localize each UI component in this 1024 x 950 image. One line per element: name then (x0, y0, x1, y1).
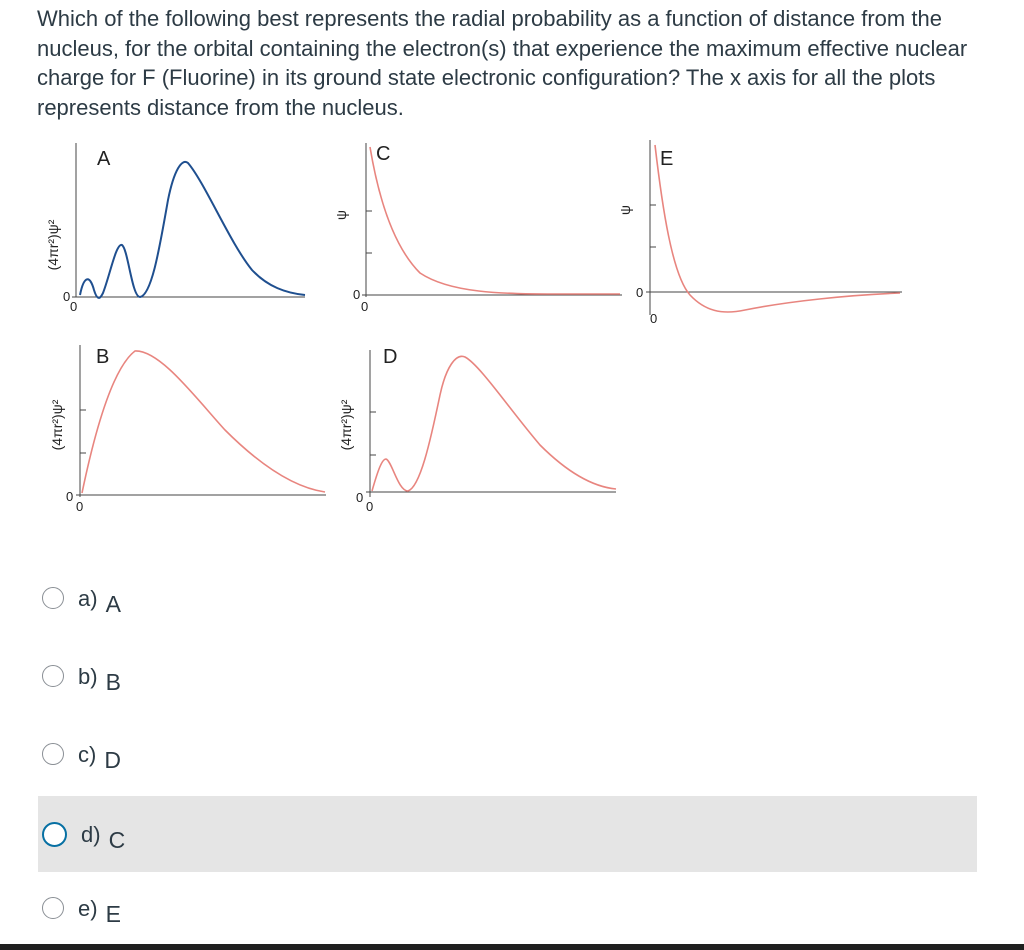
plot-b-curve (82, 351, 325, 493)
radio-button[interactable] (42, 822, 67, 847)
plot-b (49, 345, 326, 514)
plot-d-curve (372, 356, 616, 491)
answer-label: e) E (78, 895, 121, 927)
plot-a-origin-x: 0 (70, 299, 78, 314)
radio-button[interactable] (42, 587, 64, 609)
plot-e-origin-x: 0 (650, 311, 658, 326)
plot-a-ylabel: (4πr²)ψ² (45, 219, 61, 271)
answer-label: d) C (81, 821, 126, 853)
plot-d-ylabel: (4πr²)ψ² (338, 399, 354, 451)
plot-d (338, 346, 616, 514)
plot-e-letter: E (660, 148, 674, 170)
answer-label: a) A (78, 585, 121, 617)
plot-e (617, 140, 902, 326)
plot-c-letter: C (376, 143, 391, 165)
plot-a (45, 143, 305, 314)
plot-d-origin-y: 0 (356, 490, 364, 505)
plot-a-origin-y: 0 (63, 289, 71, 304)
radio-button[interactable] (42, 665, 64, 687)
plot-e-curve (655, 145, 900, 312)
plot-c-ylabel: ψ (333, 210, 349, 220)
orbital-plots-svg (0, 125, 1024, 530)
orbital-plots-figure (0, 125, 1024, 530)
radio-button[interactable] (42, 897, 64, 919)
plot-b-origin-y: 0 (66, 489, 74, 504)
plot-c (333, 143, 622, 314)
plot-e-origin-y: 0 (636, 285, 644, 300)
plot-c-origin-x: 0 (361, 299, 369, 314)
plot-a-curve (80, 162, 305, 298)
answer-label: c) D (78, 741, 121, 773)
answer-label: b) B (78, 663, 121, 695)
plot-b-letter: B (96, 346, 110, 368)
bottom-divider (0, 944, 1024, 950)
answer-option-c[interactable] (38, 716, 977, 792)
plot-c-curve (370, 147, 620, 294)
plot-c-origin-y: 0 (353, 287, 361, 302)
answer-option-e[interactable] (38, 870, 977, 946)
plot-e-ylabel: ψ (617, 205, 633, 215)
answer-option-b[interactable] (38, 638, 977, 714)
plot-d-letter: D (383, 346, 398, 368)
question-text: Which of the following best represents the radial probability as a function of distance from the nucleus, for the orbital containing the electron(s) that experience the maximum effective nuclear charge for F (Fluorine) in its ground state electronic configuration? The x axis for all the plots represents distance from the nucleus. (37, 6, 968, 120)
plot-d-origin-x: 0 (366, 499, 374, 514)
plot-a-letter: A (97, 148, 111, 170)
answer-option-a[interactable] (38, 560, 977, 636)
radio-button[interactable] (42, 743, 64, 765)
plot-b-origin-x: 0 (76, 499, 84, 514)
answer-option-d[interactable] (38, 796, 977, 872)
plot-b-ylabel: (4πr²)ψ² (49, 399, 65, 451)
